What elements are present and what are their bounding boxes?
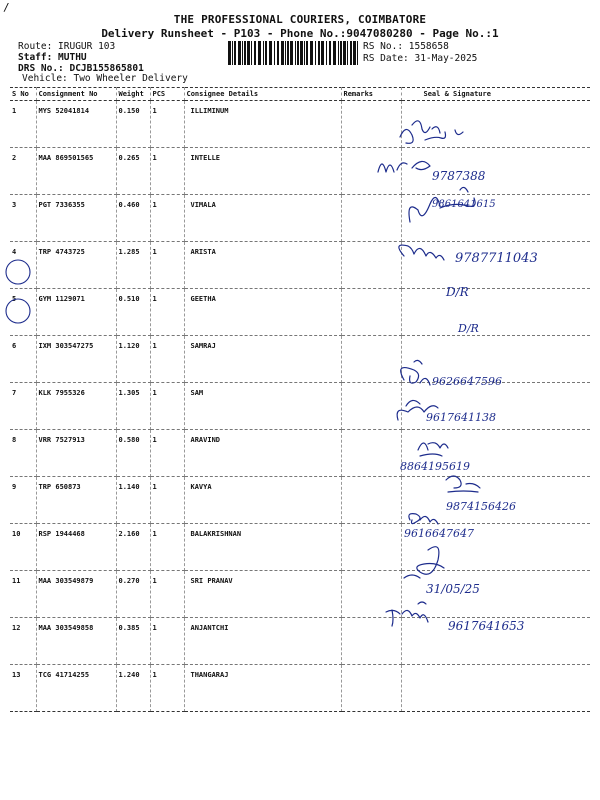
cell-pcs: 1 <box>150 524 184 571</box>
cell-consignee: KAVYA <box>184 477 341 524</box>
cell-consignee: THANGARAJ <box>184 665 341 712</box>
signature-text-row-6: D/R <box>458 322 479 335</box>
circle-mark-row-5 <box>6 260 30 284</box>
cell-consignment: MAA 303549879 <box>36 571 116 618</box>
signature-row-13 <box>386 602 428 626</box>
cell-consignment: TRP 4743725 <box>36 242 116 289</box>
cell-consignment: VRR 7527913 <box>36 430 116 477</box>
staff-label: Staff: MUTHU <box>18 52 87 63</box>
cell-pcs: 1 <box>150 430 184 477</box>
signature-text-row-7: 9626647596 <box>432 375 502 388</box>
col-consignee: Consignee Details <box>184 88 341 101</box>
cell-pcs: 1 <box>150 242 184 289</box>
runsheet-subtitle: Delivery Runsheet - P103 - Phone No.:9047080280 - Page No.:1 <box>101 27 499 40</box>
signature-row-1 <box>400 121 463 143</box>
cell-pcs: 1 <box>150 336 184 383</box>
route-label: Route: IRUGUR 103 <box>18 41 116 52</box>
cell-consignment: MAA 869501565 <box>36 148 116 195</box>
cell-sno: 11 <box>10 571 36 618</box>
cell-pcs: 1 <box>150 618 184 665</box>
cell-consignment: MAA 303549858 <box>36 618 116 665</box>
cell-consignee: BALAKRISHNAN <box>184 524 341 571</box>
cell-weight: 0.270 <box>116 571 150 618</box>
signature-row-9 <box>418 443 448 456</box>
signature-row-7 <box>401 360 430 385</box>
cell-sno: 3 <box>10 195 36 242</box>
cell-consignee: SRI PRANAV <box>184 571 341 618</box>
cell-sno: 2 <box>10 148 36 195</box>
cell-consignee: VIMALA <box>184 195 341 242</box>
cell-weight: 1.240 <box>116 665 150 712</box>
cell-consignment: GYM 1129071 <box>36 289 116 336</box>
corner-mark: / <box>3 1 10 14</box>
rs-number: RS No.: 1558658 <box>363 41 449 52</box>
cell-weight: 1.140 <box>116 477 150 524</box>
cell-pcs: 1 <box>150 571 184 618</box>
drs-number: DRS No.: DCJB155865801 <box>18 63 144 74</box>
cell-sno: 6 <box>10 336 36 383</box>
cell-pcs: 1 <box>150 665 184 712</box>
signature-row-2 <box>378 161 430 172</box>
cell-sno: 10 <box>10 524 36 571</box>
col-sno: S No <box>10 88 36 101</box>
cell-consignment: TRP 650873 <box>36 477 116 524</box>
circle-mark-row-6 <box>6 299 30 323</box>
cell-pcs: 1 <box>150 101 184 148</box>
signature-text-row-2: 9787388 <box>432 169 486 183</box>
cell-weight: 0.385 <box>116 618 150 665</box>
cell-consignee: ANJANTCHI <box>184 618 341 665</box>
company-title: THE PROFESSIONAL COURIERS, COIMBATORE <box>173 13 427 26</box>
cell-sno: 9 <box>10 477 36 524</box>
cell-sno: 8 <box>10 430 36 477</box>
signature-text-row-8: 9617641138 <box>426 411 496 424</box>
col-consignment: Consignment No <box>36 88 116 101</box>
cell-weight: 1.120 <box>116 336 150 383</box>
cell-weight: 0.510 <box>116 289 150 336</box>
cell-consignee: ILLIMINUM <box>184 101 341 148</box>
signature-text-row-11: 9616647647 <box>404 527 474 540</box>
cell-consignee: ARAVIND <box>184 430 341 477</box>
cell-consignment: RSP 1944468 <box>36 524 116 571</box>
signature-text-row-10: 9874156426 <box>446 500 516 513</box>
cell-weight: 1.285 <box>116 242 150 289</box>
cell-weight: 1.305 <box>116 383 150 430</box>
cell-consignee: ARISTA <box>184 242 341 289</box>
cell-pcs: 1 <box>150 195 184 242</box>
cell-consignee: GEETHA <box>184 289 341 336</box>
cell-consignment: KLK 7955326 <box>36 383 116 430</box>
vehicle-label: Vehicle: Two Wheeler Delivery <box>22 73 188 84</box>
signature-text-row-13: 9617641653 <box>448 619 525 633</box>
cell-sno: 4 <box>10 242 36 289</box>
cell-consignee: SAMRAJ <box>184 336 341 383</box>
cell-sno: 7 <box>10 383 36 430</box>
cell-sno: 5 <box>10 289 36 336</box>
signature-text-row-5: D/R <box>446 285 469 299</box>
cell-weight: 0.460 <box>116 195 150 242</box>
cell-consignment: PGT 7336355 <box>36 195 116 242</box>
cell-pcs: 1 <box>150 289 184 336</box>
cell-consignment: MYS 52041814 <box>36 101 116 148</box>
cell-pcs: 1 <box>150 148 184 195</box>
col-pcs: PCS <box>150 88 184 101</box>
cell-weight: 0.580 <box>116 430 150 477</box>
rs-date: RS Date: 31-May-2025 <box>363 53 478 64</box>
cell-weight: 0.265 <box>116 148 150 195</box>
cell-sno: 12 <box>10 618 36 665</box>
col-weight: Weight <box>116 88 150 101</box>
signature-text-row-12: 31/05/25 <box>426 582 480 596</box>
cell-sno: 1 <box>10 101 36 148</box>
cell-weight: 2.160 <box>116 524 150 571</box>
signature-text-row-3: 9861641615 <box>432 199 496 210</box>
signature-row-4 <box>399 245 444 260</box>
signature-row-11 <box>409 514 438 524</box>
cell-consignee: INTELLE <box>184 148 341 195</box>
cell-pcs: 1 <box>150 383 184 430</box>
signature-row-12 <box>404 547 444 578</box>
cell-pcs: 1 <box>150 477 184 524</box>
signature-row-10 <box>446 476 480 492</box>
signature-text-row-9: 8864195619 <box>400 460 470 473</box>
col-remarks: Remarks <box>341 88 401 101</box>
cell-consignee: SAM <box>184 383 341 430</box>
signature-text-row-4: 9787711043 <box>455 251 538 266</box>
col-signature: Seal & Signature <box>401 88 590 101</box>
cell-consignment: TCG 41714255 <box>36 665 116 712</box>
cell-weight: 0.150 <box>116 101 150 148</box>
cell-consignment: IXM 303547275 <box>36 336 116 383</box>
cell-sno: 13 <box>10 665 36 712</box>
